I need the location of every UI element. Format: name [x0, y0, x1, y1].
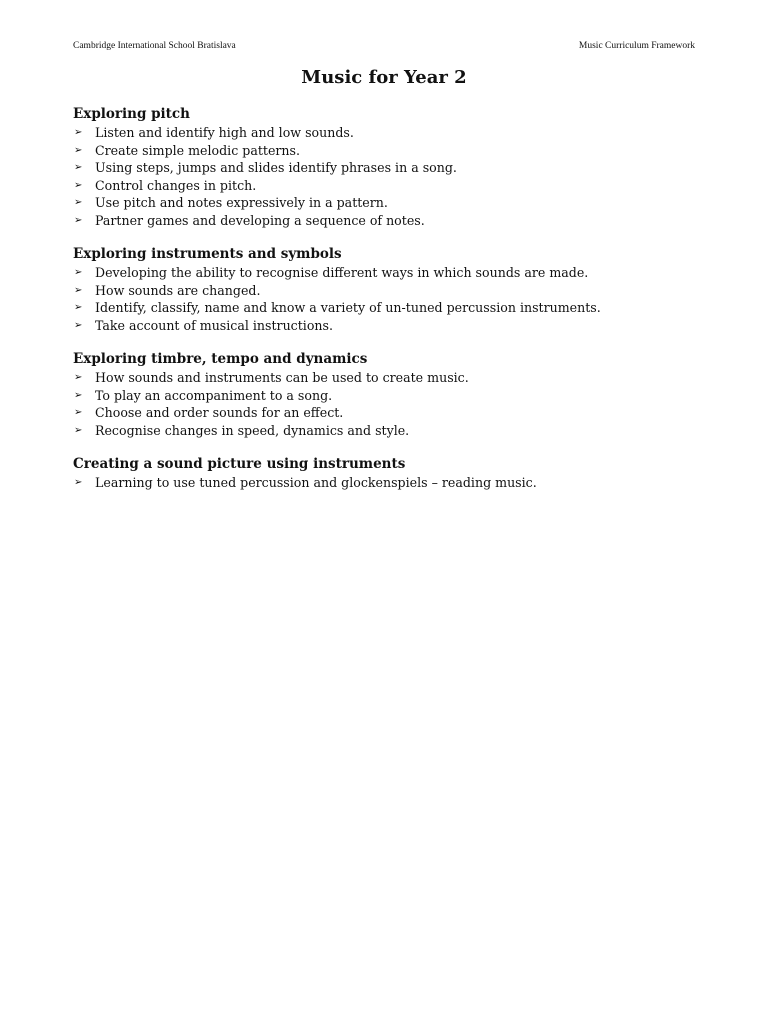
curriculum-section — [73, 350, 713, 439]
list-item-text: Learning to use tuned percussion and glockenspiels – reading music. — [95, 475, 537, 490]
curriculum-section — [73, 245, 713, 334]
list-item-text: To play an accompaniment to a song. — [95, 387, 333, 403]
arrowhead-bullet-icon: ➢ — [74, 477, 83, 488]
list-item — [73, 474, 713, 492]
list-item-text: Create simple melodic patterns. — [95, 142, 301, 158]
list-item — [73, 212, 713, 230]
arrowhead-bullet-icon: ➢ — [74, 127, 83, 138]
section-heading: Exploring timbre, tempo and dynamics — [73, 351, 368, 367]
list-item-text: Partner games and developing a sequence of notes. — [95, 212, 425, 228]
list-item-text: Use pitch and notes expressively in a pattern. — [95, 195, 388, 210]
list-item-text: Control changes in pitch. — [95, 177, 257, 193]
list-item-text: Take account of musical instructions. — [95, 317, 333, 333]
arrowhead-bullet-icon: ➢ — [74, 162, 83, 173]
list-item — [73, 369, 713, 387]
section-item-list — [73, 369, 713, 439]
arrowhead-bullet-icon: ➢ — [74, 197, 83, 208]
list-item-text: Developing the ability to recognise different ways in which sounds are made. — [95, 265, 589, 280]
list-item — [73, 177, 713, 195]
header-document-name: Music Curriculum Framework — [578, 41, 695, 51]
list-item — [73, 124, 713, 142]
section-heading: Exploring pitch — [73, 106, 190, 122]
section-item-list — [73, 264, 713, 334]
list-item-text: Recognise changes in speed, dynamics and style. — [95, 422, 410, 438]
section-heading: Exploring instruments and symbols — [73, 246, 342, 262]
list-item-text: Identify, classify, name and know a variety of un-tuned percussion instruments. — [95, 300, 601, 315]
arrowhead-bullet-icon: ➢ — [74, 144, 83, 156]
curriculum-content — [73, 105, 713, 508]
list-item — [73, 159, 713, 177]
list-item-text: How sounds and instruments can be used to create music. — [95, 370, 469, 385]
arrowhead-bullet-icon: ➢ — [74, 372, 83, 383]
list-item-text: Choose and order sounds for an effect. — [95, 405, 344, 420]
list-item — [73, 299, 713, 317]
section-heading: Creating a sound picture using instruments — [73, 456, 406, 472]
curriculum-section — [73, 105, 713, 229]
arrowhead-bullet-icon: ➢ — [74, 179, 83, 191]
section-item-list — [73, 474, 713, 492]
list-item — [73, 282, 713, 300]
list-item — [73, 317, 713, 335]
list-item — [73, 194, 713, 212]
curriculum-section — [73, 455, 713, 492]
list-item — [73, 142, 713, 160]
list-item — [73, 422, 713, 440]
page-title: Music for Year 2 — [301, 67, 467, 88]
list-item — [73, 404, 713, 422]
arrowhead-bullet-icon: ➢ — [74, 424, 83, 436]
list-item — [73, 387, 713, 405]
arrowhead-bullet-icon: ➢ — [74, 284, 83, 296]
section-item-list — [73, 124, 713, 229]
list-item-text: Listen and identify high and low sounds. — [95, 125, 354, 140]
arrowhead-bullet-icon: ➢ — [74, 267, 83, 278]
list-item-text: Using steps, jumps and slides identify phrases in a song. — [95, 160, 457, 175]
list-item-text: How sounds are changed. — [95, 282, 261, 298]
arrowhead-bullet-icon: ➢ — [74, 214, 83, 226]
arrowhead-bullet-icon: ➢ — [74, 407, 83, 418]
list-item — [73, 264, 713, 282]
arrowhead-bullet-icon: ➢ — [74, 389, 83, 401]
arrowhead-bullet-icon: ➢ — [74, 319, 83, 331]
header-school-name: Cambridge International School Bratislava — [73, 41, 236, 51]
arrowhead-bullet-icon: ➢ — [74, 302, 83, 313]
